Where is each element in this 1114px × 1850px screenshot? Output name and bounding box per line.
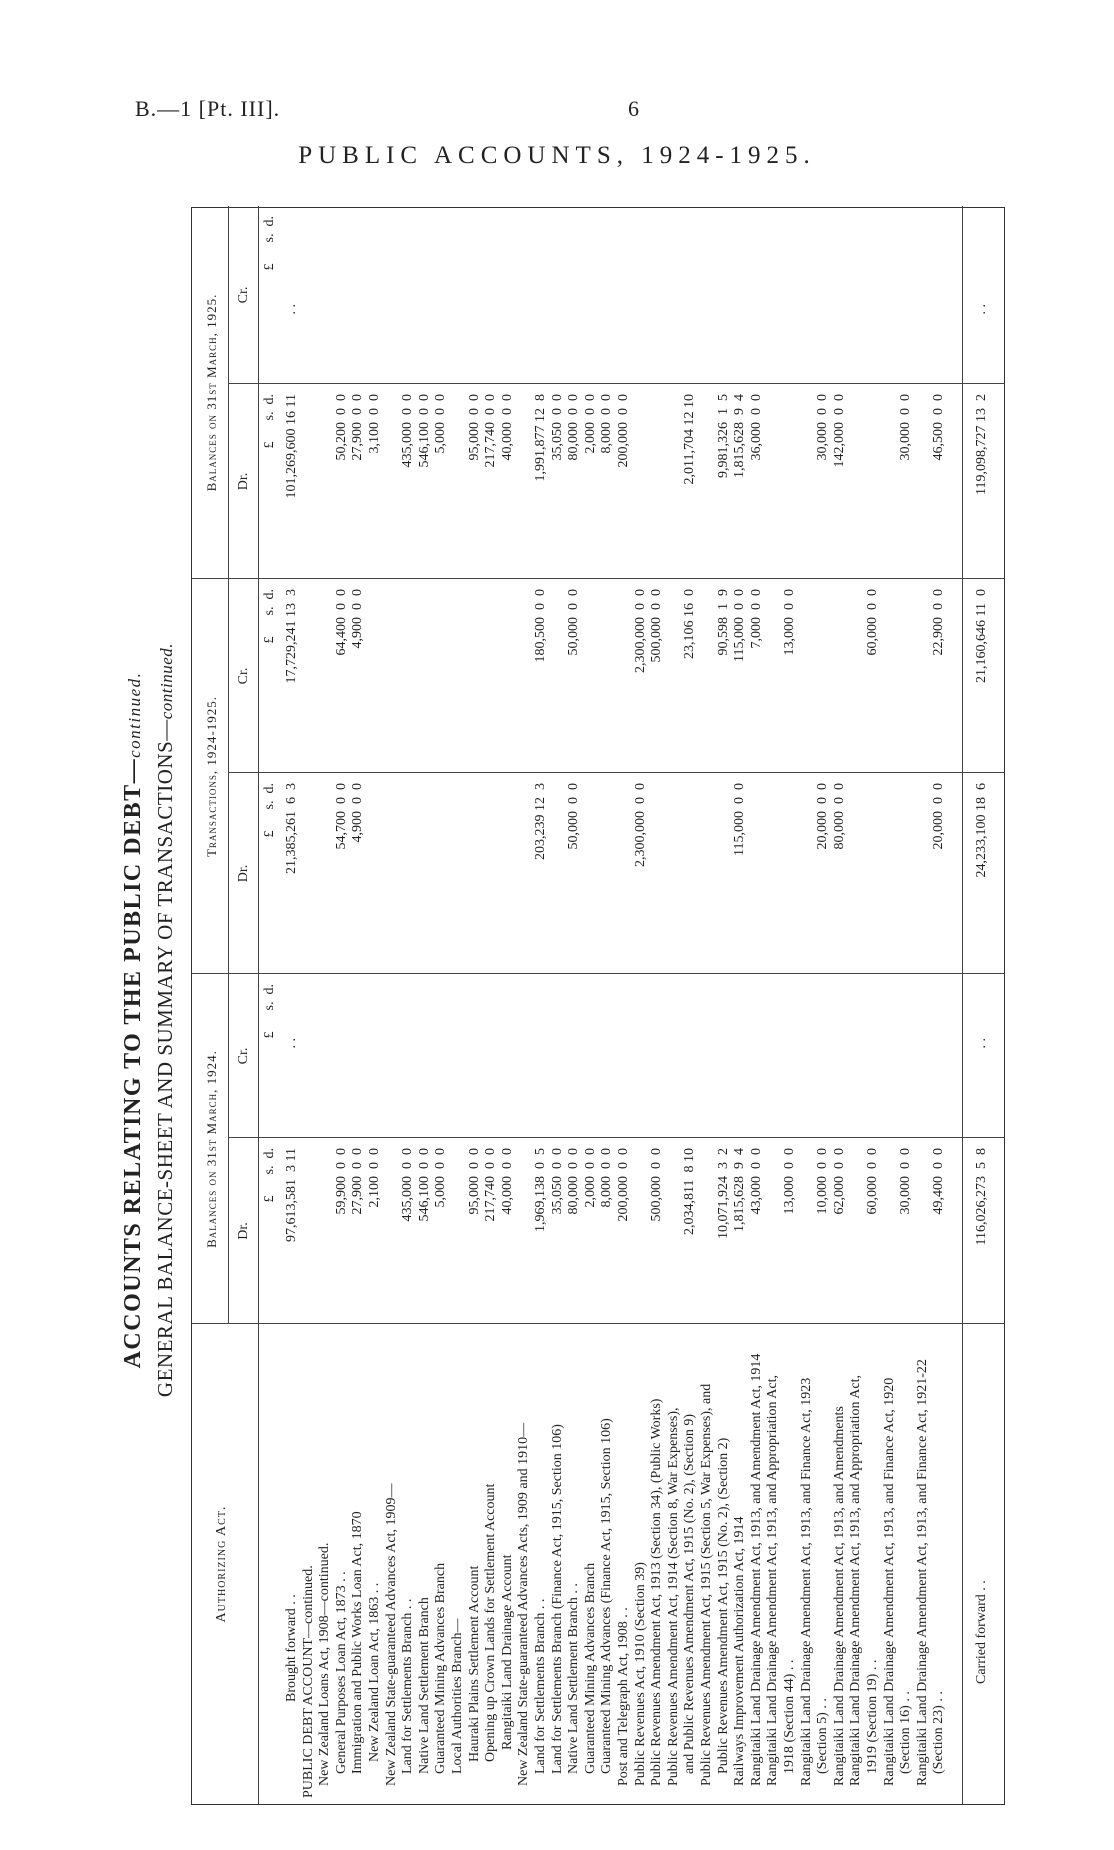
row-act-label: New Zealand Loan Act, 1863 . . <box>367 1582 382 1762</box>
row-value-tcr: 60,000 0 0 <box>865 589 880 656</box>
balances-1925-header: Balances on 31st March, 1925. <box>204 293 219 492</box>
row-act-label: Native Land Settlement Branch . . <box>566 1583 582 1774</box>
row-act-label: and Public Revenues Amendment Act, 1915 (No. 2), (Section 9) <box>682 1413 698 1774</box>
row-value-b24dr: 40,000 0 0 <box>499 1148 515 1215</box>
row-value-b25dr: 435,000 0 0 <box>400 394 416 468</box>
row-value-b25dr: 142,000 0 0 <box>831 394 847 468</box>
row-act-label: Railways Improvement Authorization Act, 1914 <box>732 1516 748 1786</box>
row-value-tdr: 21,385,261 6 3 <box>284 783 299 874</box>
rotated-ledger <box>115 190 995 1850</box>
row-value-b24cr: . . <box>284 1038 299 1049</box>
row-act-label: (Section 23) . . <box>931 1691 947 1774</box>
row-value-b25dr: 3,100 0 0 <box>367 394 382 454</box>
row-act-label: 1918 (Section 44) . . <box>782 1659 797 1774</box>
row-value-b25dr: 9,981,326 1 5 <box>715 394 731 478</box>
header-rule <box>228 206 229 1324</box>
row-act-label: Rangitaiki Land Drainage Account <box>499 1554 515 1750</box>
dr-header: Dr. <box>236 472 251 491</box>
row-value-b24dr: 97,613,581 3 11 <box>284 1148 299 1242</box>
row-value-b25dr: 217,740 0 0 <box>483 394 499 468</box>
table-sub-title: GENERAL BALANCE-SHEET AND SUMMARY OF TRANSACTIONS—continued. <box>153 642 177 1398</box>
row-act-label: Rangitaiki Land Drainage Amendment Act, 1913, and Finance Act, 1923 <box>798 1377 814 1786</box>
row-value-b24dr: 1,969,138 0 5 <box>533 1148 548 1232</box>
units-label: £ s. d. <box>262 984 277 1039</box>
row-act-label: Land for Settlements Branch . . <box>400 1598 416 1774</box>
row-value-tdr: 54,700 0 0 <box>333 783 349 850</box>
row-value-tcr: 22,900 0 0 <box>931 589 947 656</box>
col-divider <box>228 1137 1004 1138</box>
units-label: £ s. d. <box>262 589 277 644</box>
row-value-b25dr: 50,200 0 0 <box>333 394 349 461</box>
row-value-tcr: 115,000 0 0 <box>732 589 748 662</box>
row-value-tdr: 115,000 0 0 <box>732 783 748 856</box>
carried-forward-label: Carried forward . . <box>974 1580 989 1684</box>
row-value-b25cr: . . <box>284 304 299 315</box>
row-value-b25dr: 2,011,704 12 10 <box>682 394 698 485</box>
row-value-tdr: 80,000 0 0 <box>831 783 847 850</box>
row-value-b24dr: 8,000 0 0 <box>599 1148 615 1208</box>
row-value-b24dr: 2,000 0 0 <box>582 1148 598 1208</box>
row-value-b24dr: 10,071,924 3 2 <box>715 1148 731 1239</box>
row-value-b25dr: 46,500 0 0 <box>931 394 947 461</box>
total-trans-cr: 21,160,646 11 0 <box>974 589 989 683</box>
row-value-tcr: 50,000 0 0 <box>566 589 582 656</box>
row-act-label: Land for Settlements Branch . . <box>533 1598 548 1774</box>
row-value-b25dr: 2,000 0 0 <box>582 394 598 454</box>
row-value-b24dr: 546,100 0 0 <box>416 1148 432 1222</box>
row-act-label: Land for Settlements Branch (Finance Act, 1915, Section 106) <box>549 1424 565 1774</box>
row-value-b25dr: 27,900 0 0 <box>350 394 366 461</box>
row-value-b25dr: 40,000 0 0 <box>499 394 515 461</box>
row-value-b25dr: 30,000 0 0 <box>898 394 914 461</box>
total-rule <box>962 206 963 1804</box>
header-rule <box>258 206 259 1804</box>
row-value-b24dr: 62,000 0 0 <box>831 1148 847 1215</box>
dr-header: Dr. <box>236 864 251 883</box>
row-act-label: Immigration and Public Works Loan Act, 1870 <box>350 1511 366 1774</box>
total-b25-cr: . . <box>974 304 989 315</box>
units-label: £ s. d. <box>262 216 277 271</box>
row-value-b24dr: 27,900 0 0 <box>350 1148 366 1215</box>
dr-header: Dr. <box>236 1222 251 1240</box>
units-label: £ s. d. <box>262 394 277 449</box>
row-act-label: New Zealand Loans Act, 1908—continued. <box>317 1542 333 1786</box>
row-value-b25dr: 1,815,628 9 4 <box>732 394 748 478</box>
row-act-label: Public Revenues Amendment Act, 1915 (Section 5, War Expenses), and <box>699 1383 714 1786</box>
row-value-b24dr: 80,000 0 0 <box>566 1148 582 1215</box>
row-act-label: Rangitaiki Land Drainage Amendment Act, 1913, and Appropriation Act, <box>765 1375 781 1786</box>
row-act-label: Native Land Settlement Branch <box>416 1597 432 1774</box>
row-value-b25dr: 80,000 0 0 <box>566 394 582 461</box>
table-main-title: ACCOUNTS RELATING TO THE PUBLIC DEBT—continued. <box>120 671 146 1369</box>
row-act-label: (Section 5) . . <box>815 1698 831 1774</box>
row-act-label: Rangitaiki Land Drainage Amendment Act, 1913, and Amendments <box>831 1406 847 1786</box>
row-value-b24dr: 35,050 0 0 <box>549 1148 565 1215</box>
row-act-label: Public Revenues Amendment Act, 1913 (Section 34), (Public Works) <box>649 1398 665 1786</box>
ledger-table <box>191 207 1005 1805</box>
row-act-label: (Section 16) . . <box>898 1691 914 1774</box>
row-act-label: Public Revenues Amendment Act, 1915 (No. 2), (Section 2) <box>715 1437 731 1774</box>
row-value-b24dr: 10,000 0 0 <box>815 1148 831 1215</box>
row-act-label: Guaranteed Mining Advances (Finance Act, 1915, Section 106) <box>599 1418 615 1774</box>
row-value-tcr: 180,500 0 0 <box>533 589 548 663</box>
page-title: PUBLIC ACCOUNTS, 1924-1925. <box>298 142 816 169</box>
row-act-label: Rangitaiki Land Drainage Amendment Act, 1913, and Finance Act, 1920 <box>881 1377 897 1786</box>
total-b24-dr: 116,026,273 5 8 <box>974 1148 989 1246</box>
row-act-label: 1919 (Section 19) . . <box>865 1659 880 1774</box>
row-value-b25dr: 101,269,600 16 11 <box>284 394 299 499</box>
row-act-label: Public Revenues Act, 1910 (Section 39) <box>632 1562 648 1786</box>
total-b24-cr: . . <box>974 1038 989 1049</box>
row-value-tcr: 90,598 1 9 <box>715 589 731 656</box>
total-b25-dr: 119,098,727 13 2 <box>974 394 989 495</box>
row-act-label: General Purposes Loan Act, 1873 . . <box>333 1571 349 1774</box>
row-act-label: Brought forward . . <box>284 1594 299 1702</box>
units-label: £ s. d. <box>262 1148 277 1203</box>
row-value-tcr: 4,900 0 0 <box>350 589 366 649</box>
row-value-b25dr: 30,000 0 0 <box>815 394 831 461</box>
row-value-tcr: 17,729,241 13 3 <box>284 589 299 684</box>
row-value-tdr: 50,000 0 0 <box>566 783 582 850</box>
row-value-b24dr: 500,000 0 0 <box>649 1148 665 1222</box>
row-act-label: Rangitaiki Land Drainage Amendment Act, 1913, and Amendment Act, 1914 <box>748 1353 764 1786</box>
row-value-b24dr: 95,000 0 0 <box>466 1148 482 1215</box>
row-value-b24dr: 200,000 0 0 <box>616 1148 631 1222</box>
row-value-b25dr: 200,000 0 0 <box>616 394 631 468</box>
cr-header: Cr. <box>236 286 251 304</box>
row-value-b24dr: 1,815,628 9 4 <box>732 1148 748 1232</box>
cr-header: Cr. <box>236 667 251 685</box>
balances-1924-header: Balances on 31st March, 1924. <box>204 1050 219 1248</box>
row-value-b25dr: 8,000 0 0 <box>599 394 615 454</box>
row-value-tdr: 4,900 0 0 <box>350 783 366 843</box>
row-value-b25dr: 35,050 0 0 <box>549 394 565 461</box>
col-divider <box>192 973 1004 974</box>
row-act-label: Hauraki Plains Settlement Account <box>466 1565 482 1762</box>
row-value-b25dr: 546,100 0 0 <box>416 394 432 468</box>
row-value-b24dr: 13,000 0 0 <box>782 1148 797 1215</box>
row-value-b24dr: 43,000 0 0 <box>748 1148 764 1215</box>
row-value-b24dr: 5,000 0 0 <box>433 1148 449 1208</box>
row-act-label: Post and Telegraph Act, 1908 . . <box>616 1607 631 1786</box>
row-value-tcr: 2,300,000 0 0 <box>632 589 648 673</box>
row-value-b24dr: 60,000 0 0 <box>865 1148 880 1215</box>
row-act-label: Guaranteed Mining Advances Branch <box>582 1562 598 1774</box>
col-divider <box>228 383 1004 384</box>
row-value-tcr: 7,000 0 0 <box>748 589 764 649</box>
row-act-label: Opening up Crown Lands for Settlement Account <box>483 1483 499 1762</box>
row-act-label: Local Authorities Branch— <box>450 1618 465 1774</box>
row-value-b24dr: 49,400 0 0 <box>931 1148 947 1215</box>
row-value-b24dr: 435,000 0 0 <box>400 1148 416 1222</box>
row-value-tdr: 2,300,000 0 0 <box>632 783 648 867</box>
page-number: 6 <box>628 96 639 121</box>
row-value-b24dr: 2,100 0 0 <box>367 1148 382 1208</box>
row-value-tcr: 13,000 0 0 <box>782 589 797 656</box>
row-act-label: PUBLIC DEBT ACCOUNT—continued. <box>300 1565 316 1798</box>
row-act-label: Guaranteed Mining Advances Branch <box>433 1562 449 1774</box>
row-value-b25dr: 5,000 0 0 <box>433 394 449 454</box>
row-act-label: New Zealand State-guaranteed Advances Act, 1909— <box>383 1483 399 1786</box>
row-value-b25dr: 95,000 0 0 <box>466 394 482 461</box>
cr-header: Cr. <box>236 1047 251 1065</box>
row-act-label: New Zealand State-guaranteed Advances Acts, 1909 and 1910— <box>516 1422 532 1786</box>
total-trans-dr: 24,233,100 18 6 <box>974 783 989 878</box>
row-value-tdr: 20,000 0 0 <box>815 783 831 850</box>
row-value-b24dr: 217,740 0 0 <box>483 1148 499 1222</box>
act-column-header: Authorizing Act. <box>214 1505 229 1623</box>
row-value-b24dr: 2,034,811 8 10 <box>682 1148 698 1235</box>
row-value-tdr: 203,239 12 3 <box>533 783 548 860</box>
row-value-b24dr: 30,000 0 0 <box>898 1148 914 1215</box>
units-label: £ s. d. <box>262 783 277 838</box>
transactions-header: Transactions, 1924-1925. <box>204 695 219 858</box>
row-act-label: Rangitaiki Land Drainage Amendment Act, 1913, and Appropriation Act, <box>848 1375 864 1786</box>
row-value-b24dr: 59,900 0 0 <box>333 1148 349 1215</box>
row-value-tcr: 23,106 16 0 <box>682 589 698 659</box>
row-value-tcr: 500,000 0 0 <box>649 589 665 663</box>
row-value-tcr: 64,400 0 0 <box>333 589 349 656</box>
row-value-b25dr: 1,991,877 12 8 <box>533 394 548 482</box>
row-value-b25dr: 36,000 0 0 <box>748 394 764 461</box>
row-act-label: Public Revenues Amendment Act, 1914 (Section 8, War Expenses), <box>665 1407 681 1786</box>
row-act-label: Rangitaiki Land Drainage Amendment Act, 1913, and Finance Act, 1921-22 <box>914 1359 930 1786</box>
document-reference: B.—1 [Pt. III]. <box>135 96 281 121</box>
row-value-tdr: 20,000 0 0 <box>931 783 947 850</box>
